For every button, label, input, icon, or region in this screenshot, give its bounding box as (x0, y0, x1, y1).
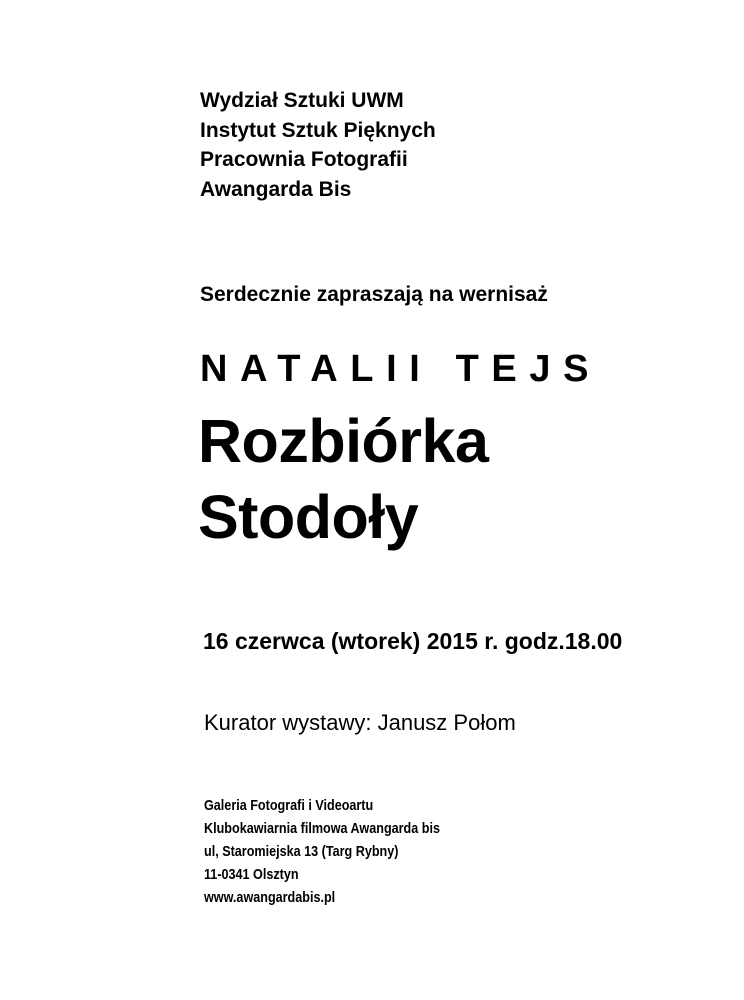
organizers-list (200, 86, 436, 204)
organizer-institute: Instytut Sztuk Pięknych (200, 118, 436, 142)
exhibition-title-line-1: Rozbiórka (198, 407, 489, 475)
opening-date: 16 czerwca (wtorek) 2015 r. godz.18.00 (203, 628, 623, 654)
venue-address-block (204, 794, 485, 909)
venue-gallery-name: Galeria Fotografi i Videoartu (204, 797, 374, 814)
invitation-text: Serdecznie zapraszają na wernisaż (200, 283, 548, 306)
artist-name: NATALII TEJS (200, 348, 602, 390)
venue-cafe-name: Klubokawiarnia filmowa Awangarda bis (204, 820, 440, 837)
organizer-studio: Pracownia Fotografii (200, 148, 408, 171)
curator-line: Kurator wystawy: Janusz Połom (204, 710, 516, 735)
exhibition-title-line-2: Stodoły (198, 483, 419, 551)
venue-website: www.awangardabis.pl (204, 889, 336, 906)
exhibition-title (198, 403, 488, 555)
venue-street: ul, Staromiejska 13 (Targ Rybny) (204, 843, 399, 860)
venue-city: 11-0341 Olsztyn (204, 866, 299, 883)
organizer-venue: Awangarda Bis (200, 177, 352, 201)
organizer-faculty: Wydział Sztuki UWM (200, 89, 404, 112)
